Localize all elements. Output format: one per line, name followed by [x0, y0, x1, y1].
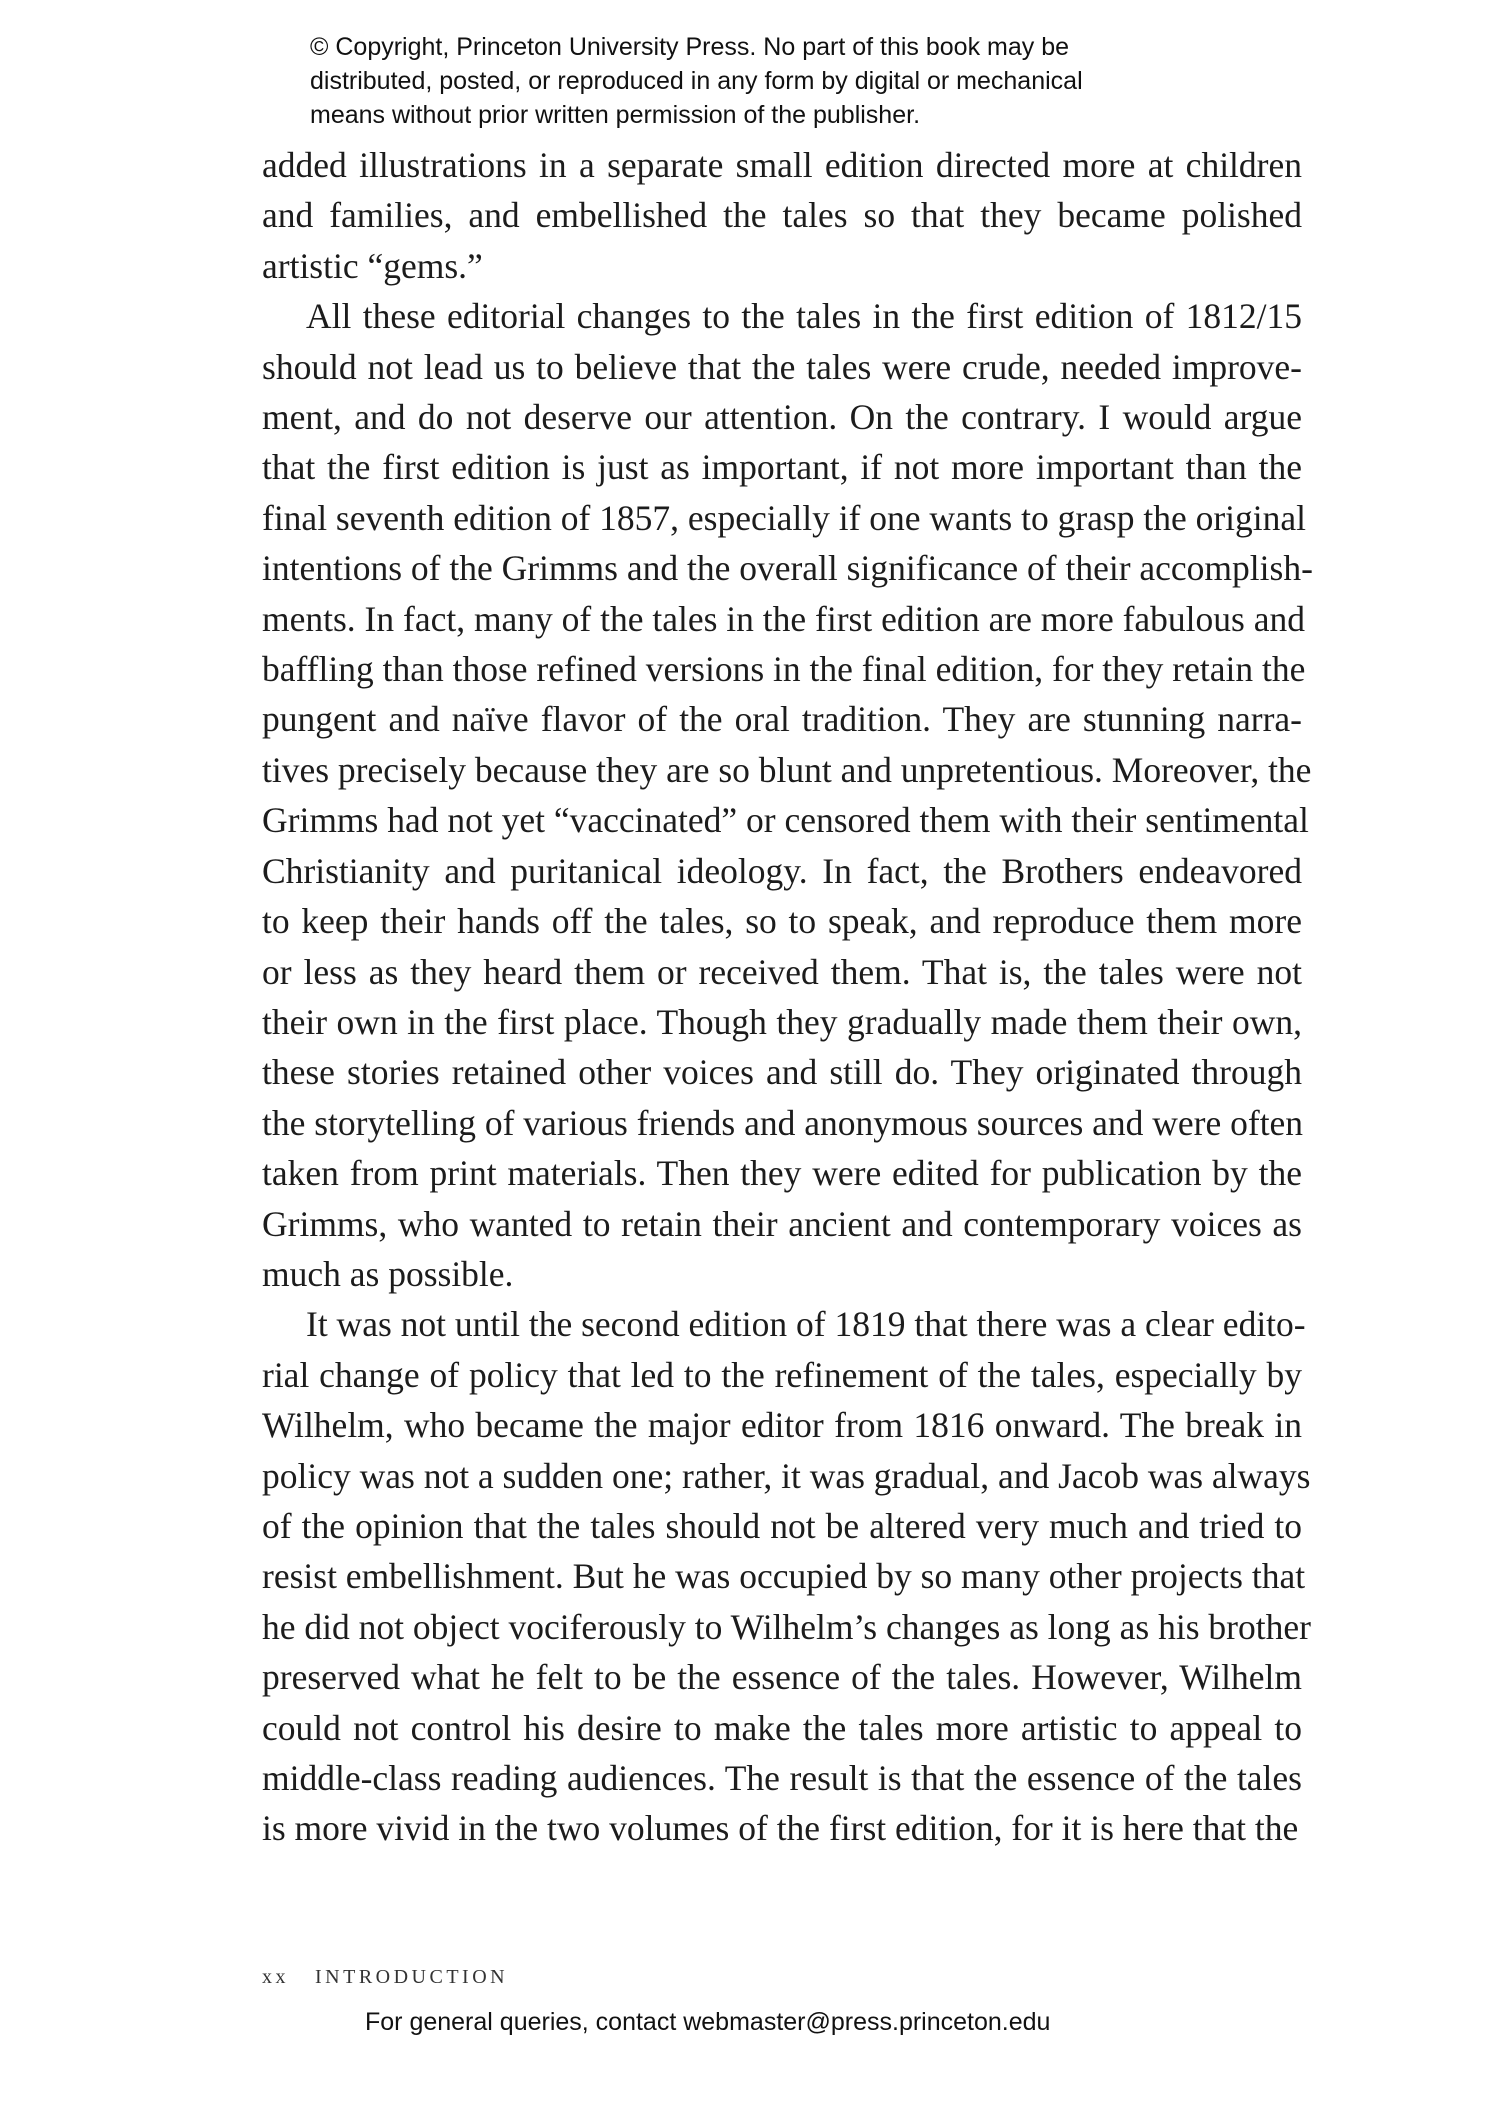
- text-line: and families, and embellished the tales so that they became polished: [262, 195, 1302, 236]
- text-line: of the opinion that the tales should not be altered very much and tried to: [262, 1505, 1302, 1546]
- text-line: preserved what he felt to be the essence of the tales. However, Wilhelm: [262, 1657, 1302, 1698]
- text-line: much as possible.: [262, 1253, 514, 1294]
- text-line: is more vivid in the two volumes of the first edition, for it is here that the: [262, 1808, 1299, 1849]
- text-line: taken from print materials. Then they were edited for publication by the: [262, 1153, 1302, 1194]
- body-text: [262, 140, 1313, 1854]
- text-line: resist embellishment. But he was occupied by so many other projects that: [262, 1556, 1306, 1597]
- copyright-notice-line: distributed, posted, or reproduced in any form by digital or mechanical: [310, 67, 1083, 95]
- paragraph: [262, 140, 1302, 291]
- text-line: that the first edition is just as important, if not more important than the: [262, 447, 1302, 488]
- text-line: middle-class reading audiences. The result is that the essence of the tales: [262, 1758, 1302, 1798]
- text-line: final seventh edition of 1857, especially if one wants to grasp the original: [262, 497, 1307, 538]
- footer-contact: For general queries, contact webmaster@press.princeton.edu: [365, 2008, 1051, 2036]
- text-line: It was not until the second edition of 1819 that there was a clear edito-: [306, 1304, 1306, 1345]
- text-line: or less as they heard them or received them. That is, the tales were not: [262, 951, 1302, 992]
- text-line: policy was not a sudden one; rather, it was gradual, and Jacob was always: [262, 1455, 1311, 1496]
- copyright-notice-line: © Copyright, Princeton University Press. No part of this book may be: [310, 33, 1070, 61]
- text-line: should not lead us to believe that the tales were crude, needed improve-: [262, 346, 1302, 387]
- text-line: ments. In fact, many of the tales in the first edition are more fabulous and: [262, 598, 1305, 639]
- page-number: xx: [262, 1966, 289, 1988]
- text-line: baffling than those refined versions in the final edition, for they retain the: [262, 649, 1306, 690]
- folio: [262, 1966, 508, 1989]
- copyright-notice: [310, 30, 1270, 132]
- text-line: Wilhelm, who became the major editor from 1816 onward. The break in: [262, 1405, 1302, 1446]
- text-line: rial change of policy that led to the refinement of the tales, especially by: [262, 1354, 1302, 1395]
- text-line: to keep their hands off the tales, so to speak, and reproduce them more: [262, 901, 1302, 942]
- text-line: the storytelling of various friends and anonymous sources and were often: [262, 1102, 1304, 1143]
- text-line: could not control his desire to make the tales more artistic to appeal to: [262, 1707, 1302, 1748]
- text-line: these stories retained other voices and still do. They originated through: [262, 1052, 1302, 1093]
- copyright-notice-line: means without prior written permission of the publisher.: [310, 101, 921, 129]
- running-head: INTRODUCTION: [315, 1966, 509, 1988]
- text-line: their own in the first place. Though they gradually made them their own,: [262, 1001, 1302, 1042]
- text-line: ment, and do not deserve our attention. On the contrary. I would argue: [262, 397, 1302, 438]
- text-line: Grimms, who wanted to retain their ancient and contemporary voices as: [262, 1203, 1302, 1244]
- text-line: tives precisely because they are so blunt and unpretentious. Moreover, the: [262, 749, 1312, 790]
- text-line: he did not object vociferously to Wilhelm’s changes as long as his brother: [262, 1606, 1311, 1647]
- text-line: Christianity and puritanical ideology. In fact, the Brothers endeavored: [262, 850, 1302, 891]
- text-line: Grimms had not yet “vaccinated” or censored them with their sentimental: [262, 800, 1309, 841]
- text-line: artistic “gems.”: [262, 245, 483, 286]
- paragraph: [262, 291, 1313, 1299]
- text-line: pungent and naïve flavor of the oral tradition. They are stunning narra-: [262, 699, 1302, 740]
- text-line: All these editorial changes to the tales in the first edition of 1812/15: [306, 296, 1302, 337]
- paragraph: [262, 1299, 1311, 1853]
- text-line: intentions of the Grimms and the overall significance of their accomplish-: [262, 548, 1313, 589]
- text-line: added illustrations in a separate small edition directed more at children: [262, 145, 1302, 185]
